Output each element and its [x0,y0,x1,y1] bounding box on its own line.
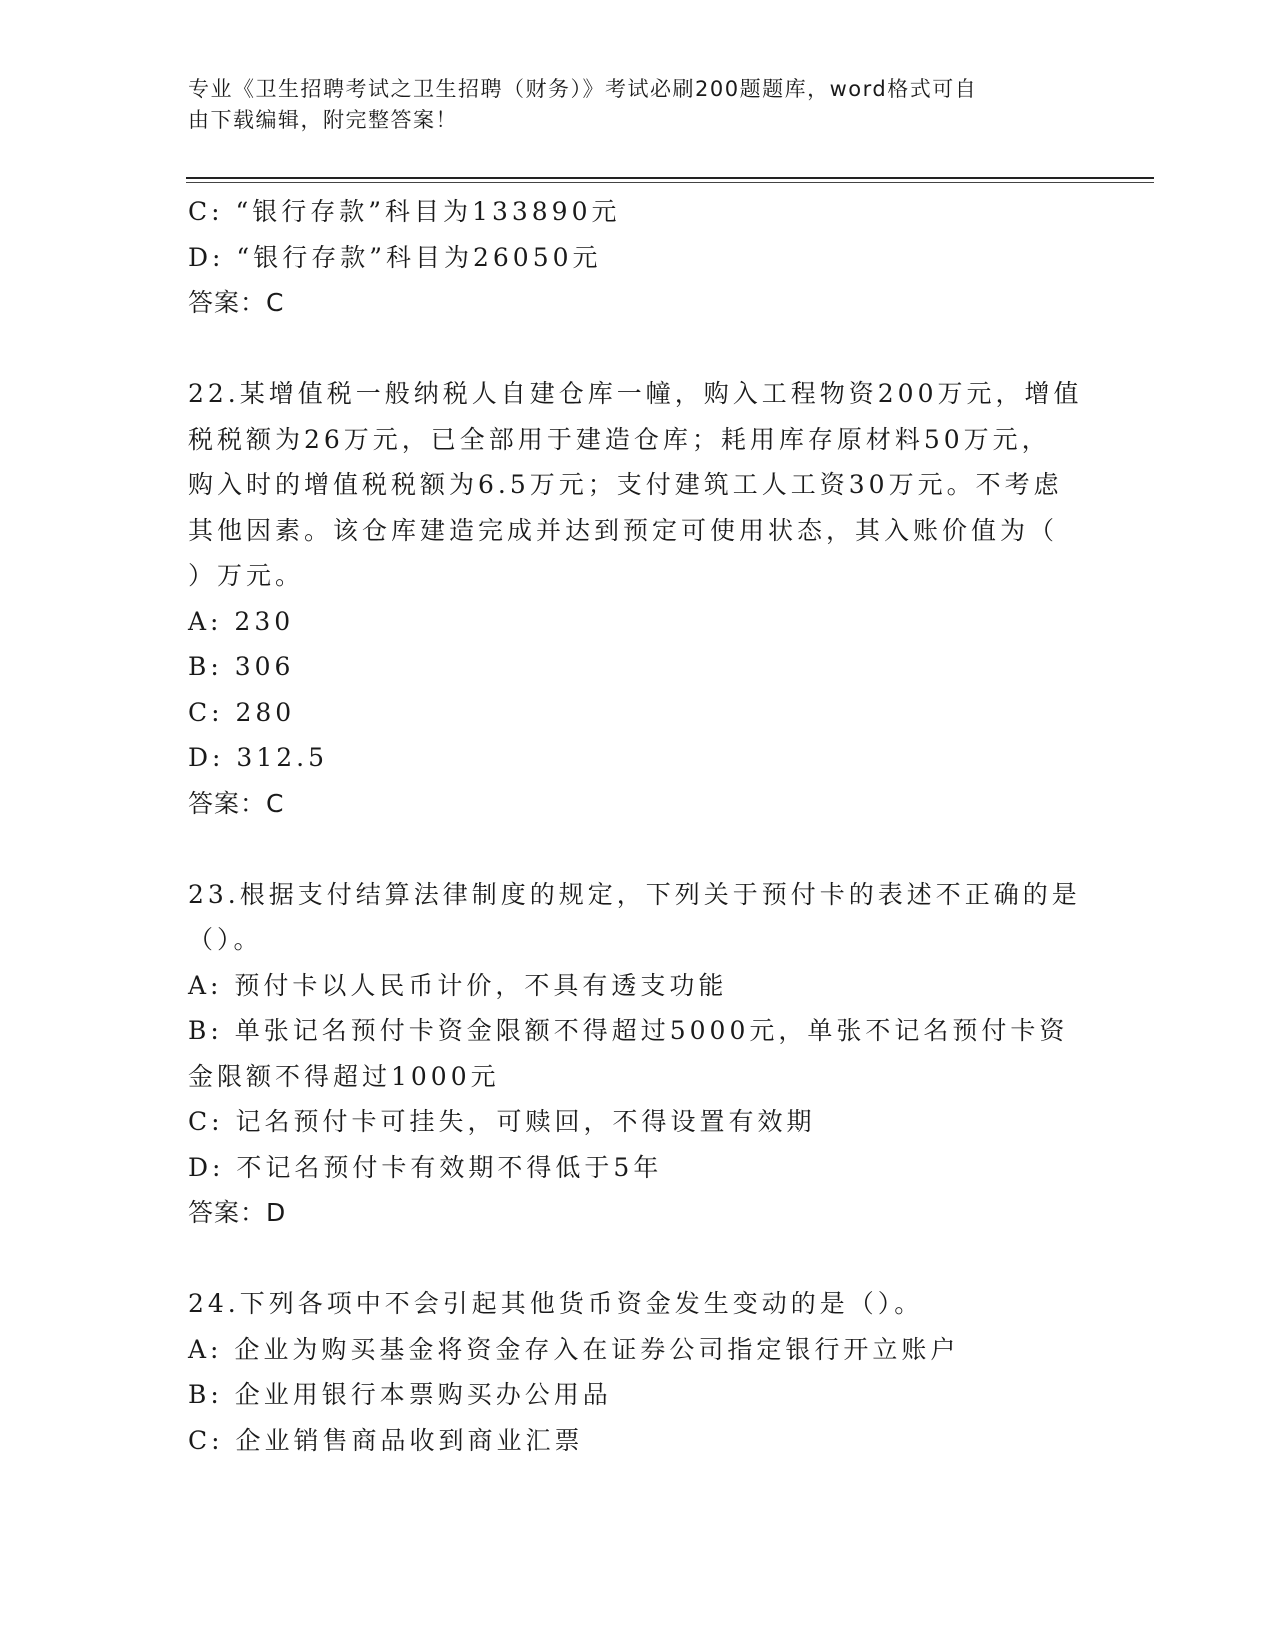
header-divider-thin [186,182,1154,183]
q24-option-a: A: 企业为购买基金将资金存入在证券公司指定银行开立账户 [188,1334,960,1364]
q22-stem-line: 22.某增值税一般纳税人自建仓库一幢，购入工程物资200万元，增值 [188,379,1083,408]
q22-stem-line: ）万元。 [188,561,305,590]
q23-option-b-line: B: 单张记名预付卡资金限额不得超过5000元，单张不记名预付卡资 [188,1016,1069,1045]
q23-stem-line: 23.根据支付结算法律制度的规定，下列关于预付卡的表述不正确的是 [188,879,1081,909]
page-header [188,74,1068,136]
question-22 [188,371,1083,826]
q23-answer: 答案：D [188,1198,287,1227]
q22-option-d: D: 312.5 [188,743,328,772]
q22-stem-line: 其他因素。该仓库建造完成并达到预定可使用状态，其入账价值为（ [188,515,1059,545]
spacer [188,826,1078,872]
q24-option-b: B: 企业用银行本票购买办公用品 [188,1380,612,1409]
question-23 [188,872,1081,1236]
spacer [188,1236,1078,1282]
q22-answer: 答案：C [188,788,285,818]
question-24 [188,1281,1078,1463]
q24-stem: 24.下列各项中不会引起其他货币资金发生变动的是（）。 [188,1289,924,1318]
header-line-2: 由下载编辑，附完整答案！ [188,108,458,132]
q21-option-c: C: “银行存款”科目为133890元 [188,197,621,226]
question-21-tail [188,189,1078,326]
q22-stem-line: 购入时的增值税税额为6.5万元；支付建筑工人工资30万元。不考虑 [188,470,1063,499]
q23-option-b-line: 金限额不得超过1000元 [188,1061,500,1091]
q24-option-c: C: 企业销售商品收到商业汇票 [188,1425,584,1455]
q21-answer: 答案：C [188,288,285,317]
q21-option-d: D: “银行存款”科目为26050元 [188,242,602,272]
q23-stem-line: （）。 [188,925,263,954]
q22-stem-line: 税税额为26万元，已全部用于建造仓库；耗用库存原材料50万元， [188,424,1051,454]
q22-option-b: B: 306 [188,652,295,681]
question-content [188,189,1083,1463]
q23-option-a: A: 预付卡以人民币计价，不具有透支功能 [188,970,728,1000]
spacer [188,326,1078,372]
header-divider-thick [186,177,1154,179]
q22-option-a: A: 230 [188,606,295,636]
q22-option-c: C: 280 [188,697,296,727]
q23-option-c: C: 记名预付卡可挂失，可赎回，不得设置有效期 [188,1107,816,1136]
q23-option-d: D: 不记名预付卡有效期不得低于5年 [188,1152,663,1182]
header-line-1: 专业《卫生招聘考试之卫生招聘（财务）》考试必刷200题题库，word格式可自 [188,77,978,101]
